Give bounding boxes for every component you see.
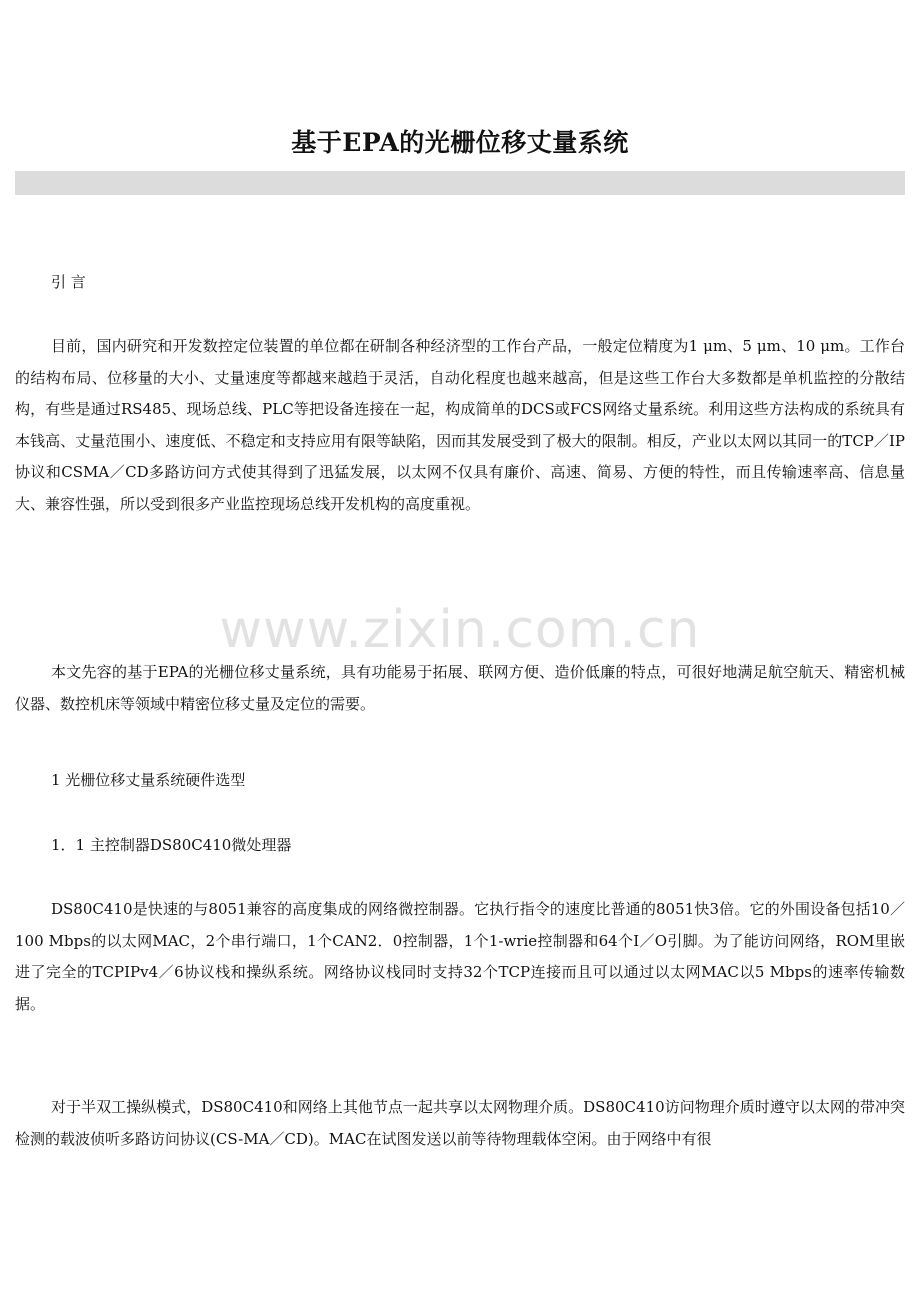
section-1-heading: 1 光栅位移丈量系统硬件选型 (51, 771, 246, 789)
watermark-text: www.zixin.com.cn (219, 600, 701, 660)
section-1-1-heading: 1．1 主控制器DS80C410微处理器 (51, 836, 292, 854)
intro-paragraph-1: 目前，国内研究和开发数控定位装置的单位都在研制各种经济型的工作台产品，一般定位精度为1 μm、5 μm、10 μm。工作台的结构布局、位移量的大小、丈量速度等都越来越趋于灵活，自动化程度也越来越高，但是这些工作台大多数都是单机监控的分散结构，有些是通过RS485、现场总线、PLC等把设备连接在一起，构成简单的DCS或FCS网络丈量系统。利用这些方法构成的系统具有本钱高、丈量范围小、速度低、不稳定和支持应用有限等缺陷，因而其发展受到了极大的限制。相反，产业以太网以其同一的TCP／IP协议和CSMA／CD多路访问方式使其得到了迅猛发展，以太网不仅具有廉价、高速、简易、方便的特性，而且传输速率高、信息量大、兼容性强，所以受到很多产业监控现场总线开发机构的高度重视。 (15, 337, 905, 513)
intro-heading: 引 言 (51, 273, 86, 291)
section-1-1-paragraph-1: DS80C410是快速的与8051兼容的高度集成的网络微控制器。它执行指令的速度比普通的8051快3倍。它的外围设备包括10／100 Mbps的以太网MAC，2个串行端口，1个CAN2．0控制器，1个1-wrie控制器和64个I／O引脚。为了能访问网络，ROM里嵌进了完全的TCPIPv4／6协议栈和操纵系统。网络协议栈同时支持32个TCP连接而且可以通过以太网MAC以5 Mbps的速率传输数据。 (15, 900, 905, 1013)
document-title: 基于EPA的光栅位移丈量系统 (291, 128, 629, 157)
title-divider-bar (15, 171, 905, 195)
intro-paragraph-2: 本文先容的基于EPA的光栅位移丈量系统，具有功能易于拓展、联网方便、造价低廉的特点，可很好地满足航空航天、精密机械仪器、数控机床等领域中精密位移丈量及定位的需要。 (15, 663, 905, 713)
section-1-1-paragraph-2: 对于半双工操纵模式，DS80C410和网络上其他节点一起共享以太网物理介质。DS80C410访问物理介质时遵守以太网的带冲突检测的载波侦听多路访问协议(CS-MA／CD)。MAC在试图发送以前等待物理载体空闲。由于网络中有很 (15, 1098, 905, 1148)
